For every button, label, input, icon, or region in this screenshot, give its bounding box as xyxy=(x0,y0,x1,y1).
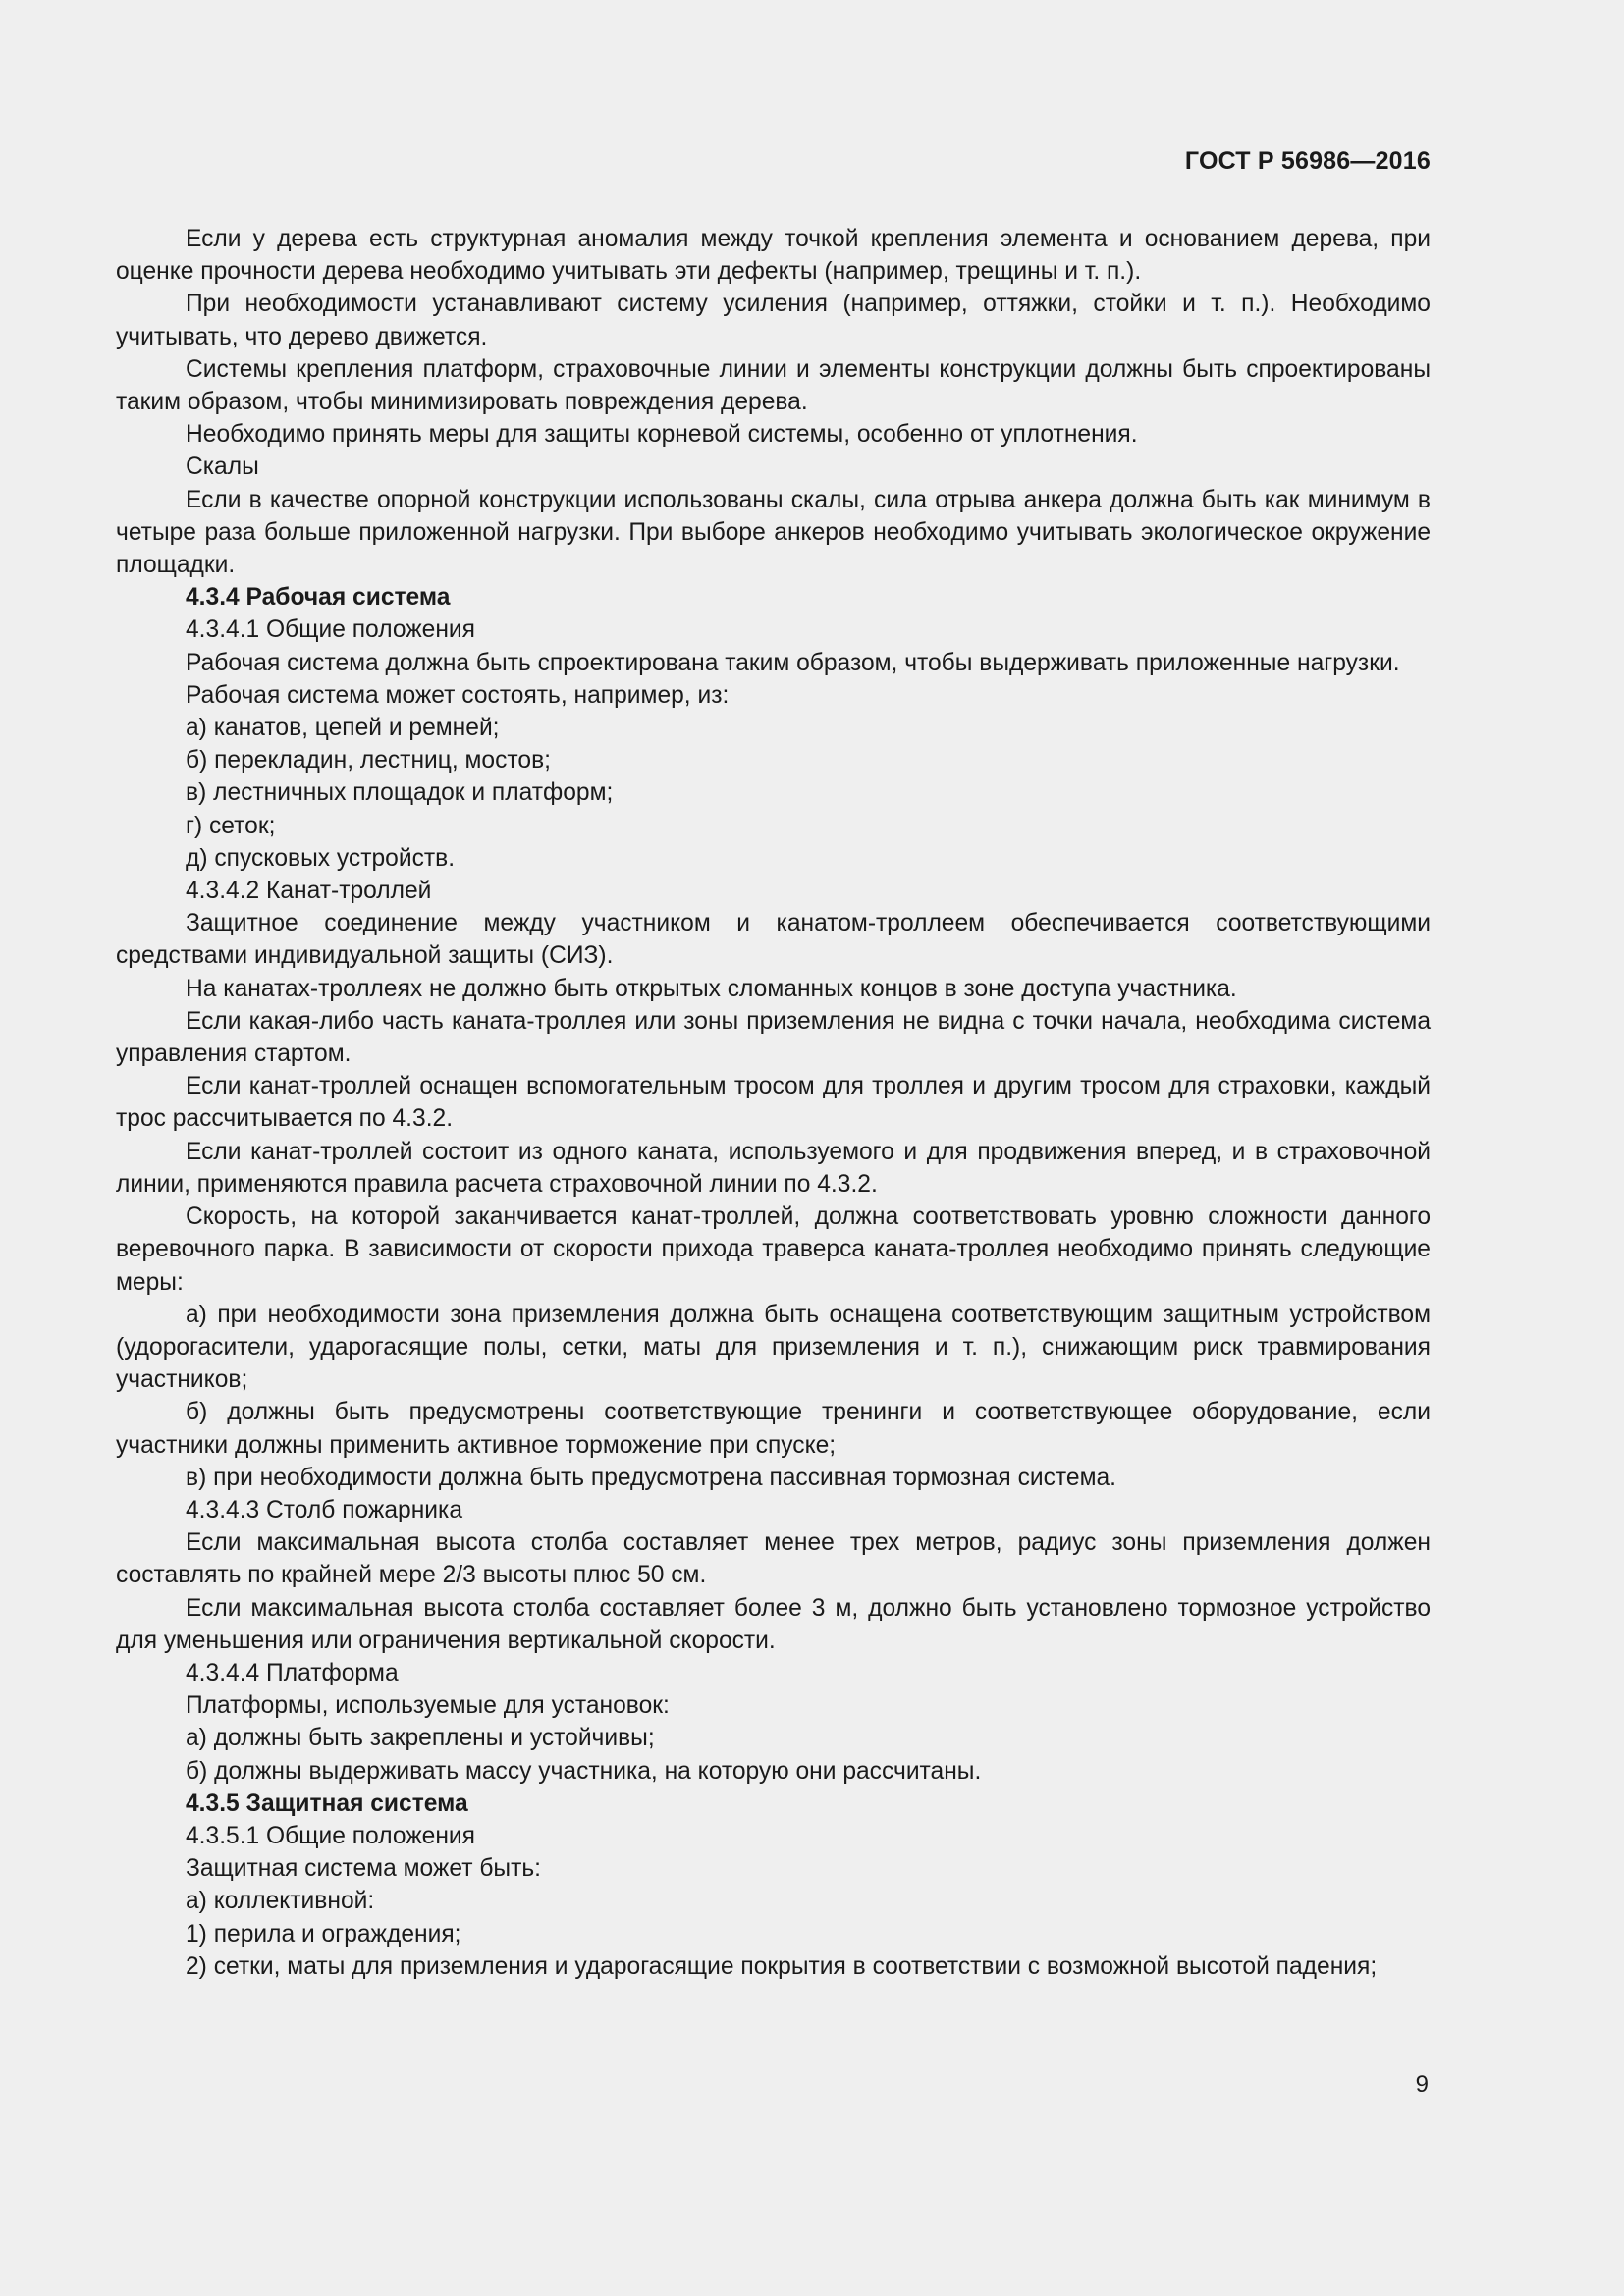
body-paragraph: в) при необходимости должна быть предусмотрена пассивная тормозная система. xyxy=(186,1464,1116,1491)
body-paragraph: Скалы xyxy=(186,454,259,481)
body-paragraph: а) коллективной: xyxy=(186,1888,375,1915)
body-paragraph: б) должны быть предусмотрены соответствующие тренинги и соответствующее оборудование, если участники должны применить активное торможение при спуске; xyxy=(116,1399,1431,1459)
body-paragraph: б) должны выдерживать массу участника, на которую они рассчитаны. xyxy=(186,1757,982,1785)
body-paragraph: г) сеток; xyxy=(186,812,276,839)
body-paragraph: а) канатов, цепей и ремней; xyxy=(186,715,500,742)
section-heading: 4.3.5 Защитная система xyxy=(186,1789,468,1817)
document-code-header: ГОСТ Р 56986—2016 xyxy=(1184,147,1431,175)
body-paragraph: Если в качестве опорной конструкции использованы скалы, сила отрыва анкера должна быть как минимум в четыре раза больше приложенной нагрузки. При выборе анкеров необходимо учитывать экологическое окружение площадки. xyxy=(116,486,1431,579)
body-paragraph: 4.3.4.4 Платформа xyxy=(186,1659,399,1686)
document-body xyxy=(116,223,1431,1983)
body-paragraph: Защитное соединение между участником и канатом-троллеем обеспечивается соответствующими средствами индивидуальной защиты (СИЗ). xyxy=(116,910,1431,970)
body-paragraph: 4.3.4.2 Канат-троллей xyxy=(186,878,432,905)
body-paragraph: Если у дерева есть структурная аномалия между точкой крепления элемента и основанием дерева, при оценке прочности дерева необходимо учитывать эти дефекты (например, трещины и т. п.). xyxy=(116,226,1431,286)
body-paragraph: 2) сетки, маты для приземления и ударогасящие покрытия в соответствии с возможной высотой падения; xyxy=(186,1952,1378,1980)
body-paragraph: Рабочая система может состоять, например, из: xyxy=(186,681,730,709)
body-paragraph: в) лестничных площадок и платформ; xyxy=(186,779,614,807)
body-paragraph: а) при необходимости зона приземления должна быть оснащена соответствующим защитным устройством (удорогасители, ударогасящие полы, сетки, маты для приземления и т. п.), снижающим риск травмирования участников; xyxy=(116,1301,1431,1394)
body-paragraph: Рабочая система должна быть спроектирована таким образом, чтобы выдерживать приложенные нагрузки. xyxy=(186,649,1400,676)
body-paragraph: Если какая-либо часть каната-троллея или зоны приземления не видна с точки начала, необходима система управления стартом. xyxy=(116,1007,1431,1068)
body-paragraph: Необходимо принять меры для защиты корневой системы, особенно от уплотнения. xyxy=(186,421,1138,449)
body-paragraph: При необходимости устанавливают систему усиления (например, оттяжки, стойки и т. п.). Необходимо учитывать, что дерево движется. xyxy=(116,291,1431,350)
body-paragraph: Если максимальная высота столба составляет менее трех метров, радиус зоны приземления должен составлять по крайней мере 2/3 высоты плюс 50 см. xyxy=(116,1529,1431,1589)
body-paragraph: 1) перила и ограждения; xyxy=(186,1920,461,1948)
body-paragraph: Платформы, используемые для установок: xyxy=(186,1692,670,1720)
body-paragraph: Защитная система может быть: xyxy=(186,1855,541,1883)
body-paragraph: 4.3.4.1 Общие положения xyxy=(186,616,475,644)
body-paragraph: Если канат-троллей оснащен вспомогательным тросом для троллея и другим тросом для страховки, каждый трос рассчитывается по 4.3.2. xyxy=(116,1073,1431,1133)
body-paragraph: 4.3.5.1 Общие положения xyxy=(186,1822,475,1849)
body-paragraph: 4.3.4.3 Столб пожарника xyxy=(186,1496,463,1523)
body-paragraph: а) должны быть закреплены и устойчивы; xyxy=(186,1725,655,1752)
body-paragraph: б) перекладин, лестниц, мостов; xyxy=(186,747,551,774)
body-paragraph: Скорость, на которой заканчивается канат-троллей, должна соответствовать уровню сложности данного веревочного парка. В зависимости от скорости прихода траверса каната-троллея необходимо принять следующие меры: xyxy=(116,1203,1431,1296)
section-heading: 4.3.4 Рабочая система xyxy=(186,584,451,612)
body-paragraph: д) спусковых устройств. xyxy=(186,844,456,872)
body-paragraph: Если канат-троллей состоит из одного каната, используемого и для продвижения вперед, и в страховочной линии, применяются правила расчета страховочной линии по 4.3.2. xyxy=(116,1138,1431,1198)
body-paragraph: На канатах-троллеях не должно быть открытых сломанных концов в зоне доступа участника. xyxy=(186,975,1237,1002)
body-paragraph: Системы крепления платформ, страховочные линии и элементы конструкции должны быть спроектированы таким образом, чтобы минимизировать повреждения дерева. xyxy=(116,355,1431,416)
body-paragraph: Если максимальная высота столба составляет более 3 м, должно быть установлено тормозное устройство для уменьшения или ограничения вертикальной скорости. xyxy=(116,1594,1431,1654)
page-number: 9 xyxy=(1415,2071,1429,2098)
